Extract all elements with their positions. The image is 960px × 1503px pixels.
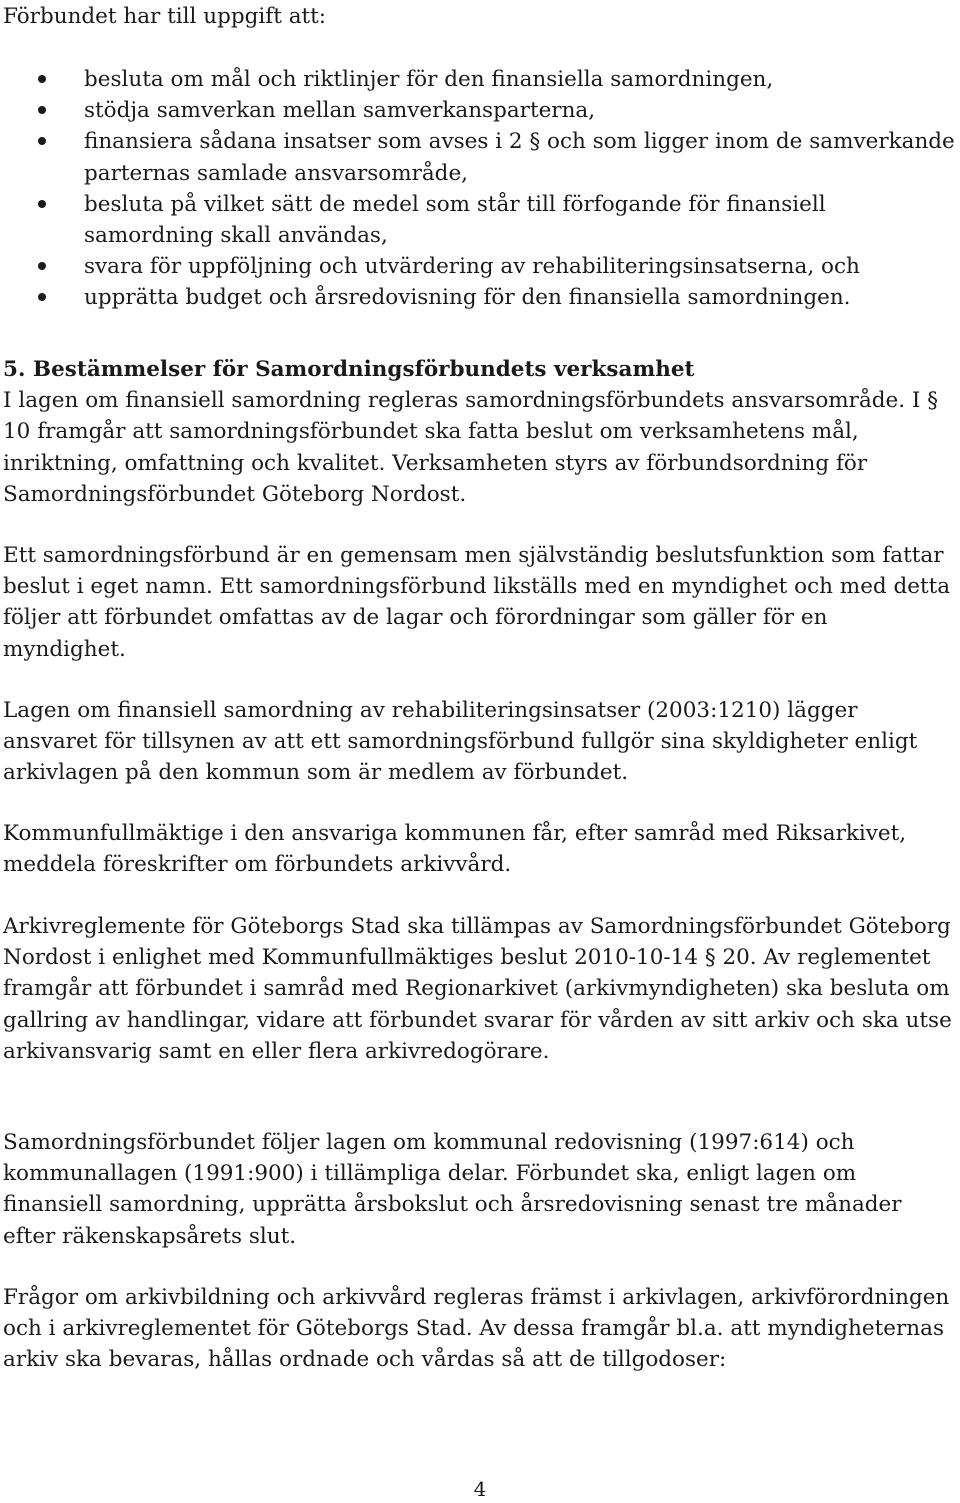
- list-item: upprätta budget och årsredovisning för den finansiella samordningen.: [0, 282, 960, 313]
- bullet-icon: [38, 293, 46, 301]
- list-item: besluta om mål och riktlinjer för den finansiella samordningen,: [0, 64, 960, 95]
- task-list: [0, 64, 960, 314]
- bullet-icon: [38, 75, 46, 83]
- list-item: stödja samverkan mellan samverkansparterna,: [0, 95, 960, 126]
- list-item: svara för uppföljning och utvärdering av rehabiliteringsinsatserna, och: [0, 251, 960, 282]
- paragraph: Lagen om finansiell samordning av rehabiliteringsinsatser (2003:1210) lägger ansvaret för tillsynen av att ett samordningsförbund fullgör sina skyldigheter enligt arkivlagen på den kommun som är medlem av förbundet.: [3, 698, 918, 786]
- list-item: besluta på vilket sätt de medel som står till förfogande för finansiell samordning skall användas,: [0, 189, 960, 251]
- paragraph: Ett samordningsförbund är en gemensam men självständig beslutsfunktion som fattar beslut i eget namn. Ett samordningsförbund likställs med en myndighet och med detta följer att förbundet omfattas av de lagar och förordningar som gäller för en myndighet.: [3, 543, 951, 662]
- section-5: [3, 354, 955, 510]
- paragraph: Frågor om arkivbildning och arkivvård regleras främst i arkivlagen, arkivförordningen och i arkivreglementet för Göteborgs Stad. Av dessa framgår bl.a. att myndigheternas arkiv ska bevaras, hållas ordnade och vårdas så att de tillgodoser:: [3, 1285, 950, 1373]
- paragraph: Arkivreglemente för Göteborgs Stad ska tillämpas av Samordningsförbundet Göteborg Nordost i enlighet med Kommunfullmäktiges beslut 2010-10-14 § 20. Av reglementet framgår att förbundet i samråd med Regionarkivet (arkivmyndigheten) ska besluta om gallring av handlingar, vidare att förbundet svarar för vården av sitt arkiv och ska utse arkivansvarig samt en eller flera arkivredogörare.: [3, 914, 952, 1064]
- paragraph: Samordningsförbundet följer lagen om kommunal redovisning (1997:614) och kommunallagen (1991:900) i tillämpliga delar. Förbundet ska, enligt lagen om finansiell samordning, upprätta årsbokslut och årsredovisning senast tre månader efter räkenskapsårets slut.: [3, 1130, 902, 1249]
- bullet-icon: [38, 106, 46, 114]
- bullet-icon: [38, 262, 46, 270]
- paragraph: Kommunfullmäktige i den ansvariga kommunen får, efter samråd med Riksarkivet, meddela föreskrifter om förbundets arkivvård.: [3, 821, 907, 878]
- bullet-icon: [38, 137, 46, 145]
- section-paragraph: I lagen om finansiell samordning regleras samordningsförbundets ansvarsområde. I § 10 framgår att samordningsförbundet ska fatta beslut om verksamhetens mål, inriktning, omfattning och kvalitet. Verksamheten styrs av förbundsordning för Samordningsförbundet Göteborg Nordost.: [3, 388, 938, 507]
- page-number: 4: [473, 1477, 487, 1501]
- bullet-icon: [38, 200, 46, 208]
- list-item: finansiera sådana insatser som avses i 2 § och som ligger inom de samverkande parternas samlade ansvarsområde,: [0, 126, 960, 188]
- intro-text: Förbundet har till uppgift att:: [3, 4, 327, 29]
- section-heading: 5. Bestämmelser för Samordningsförbundets verksamhet: [3, 357, 695, 382]
